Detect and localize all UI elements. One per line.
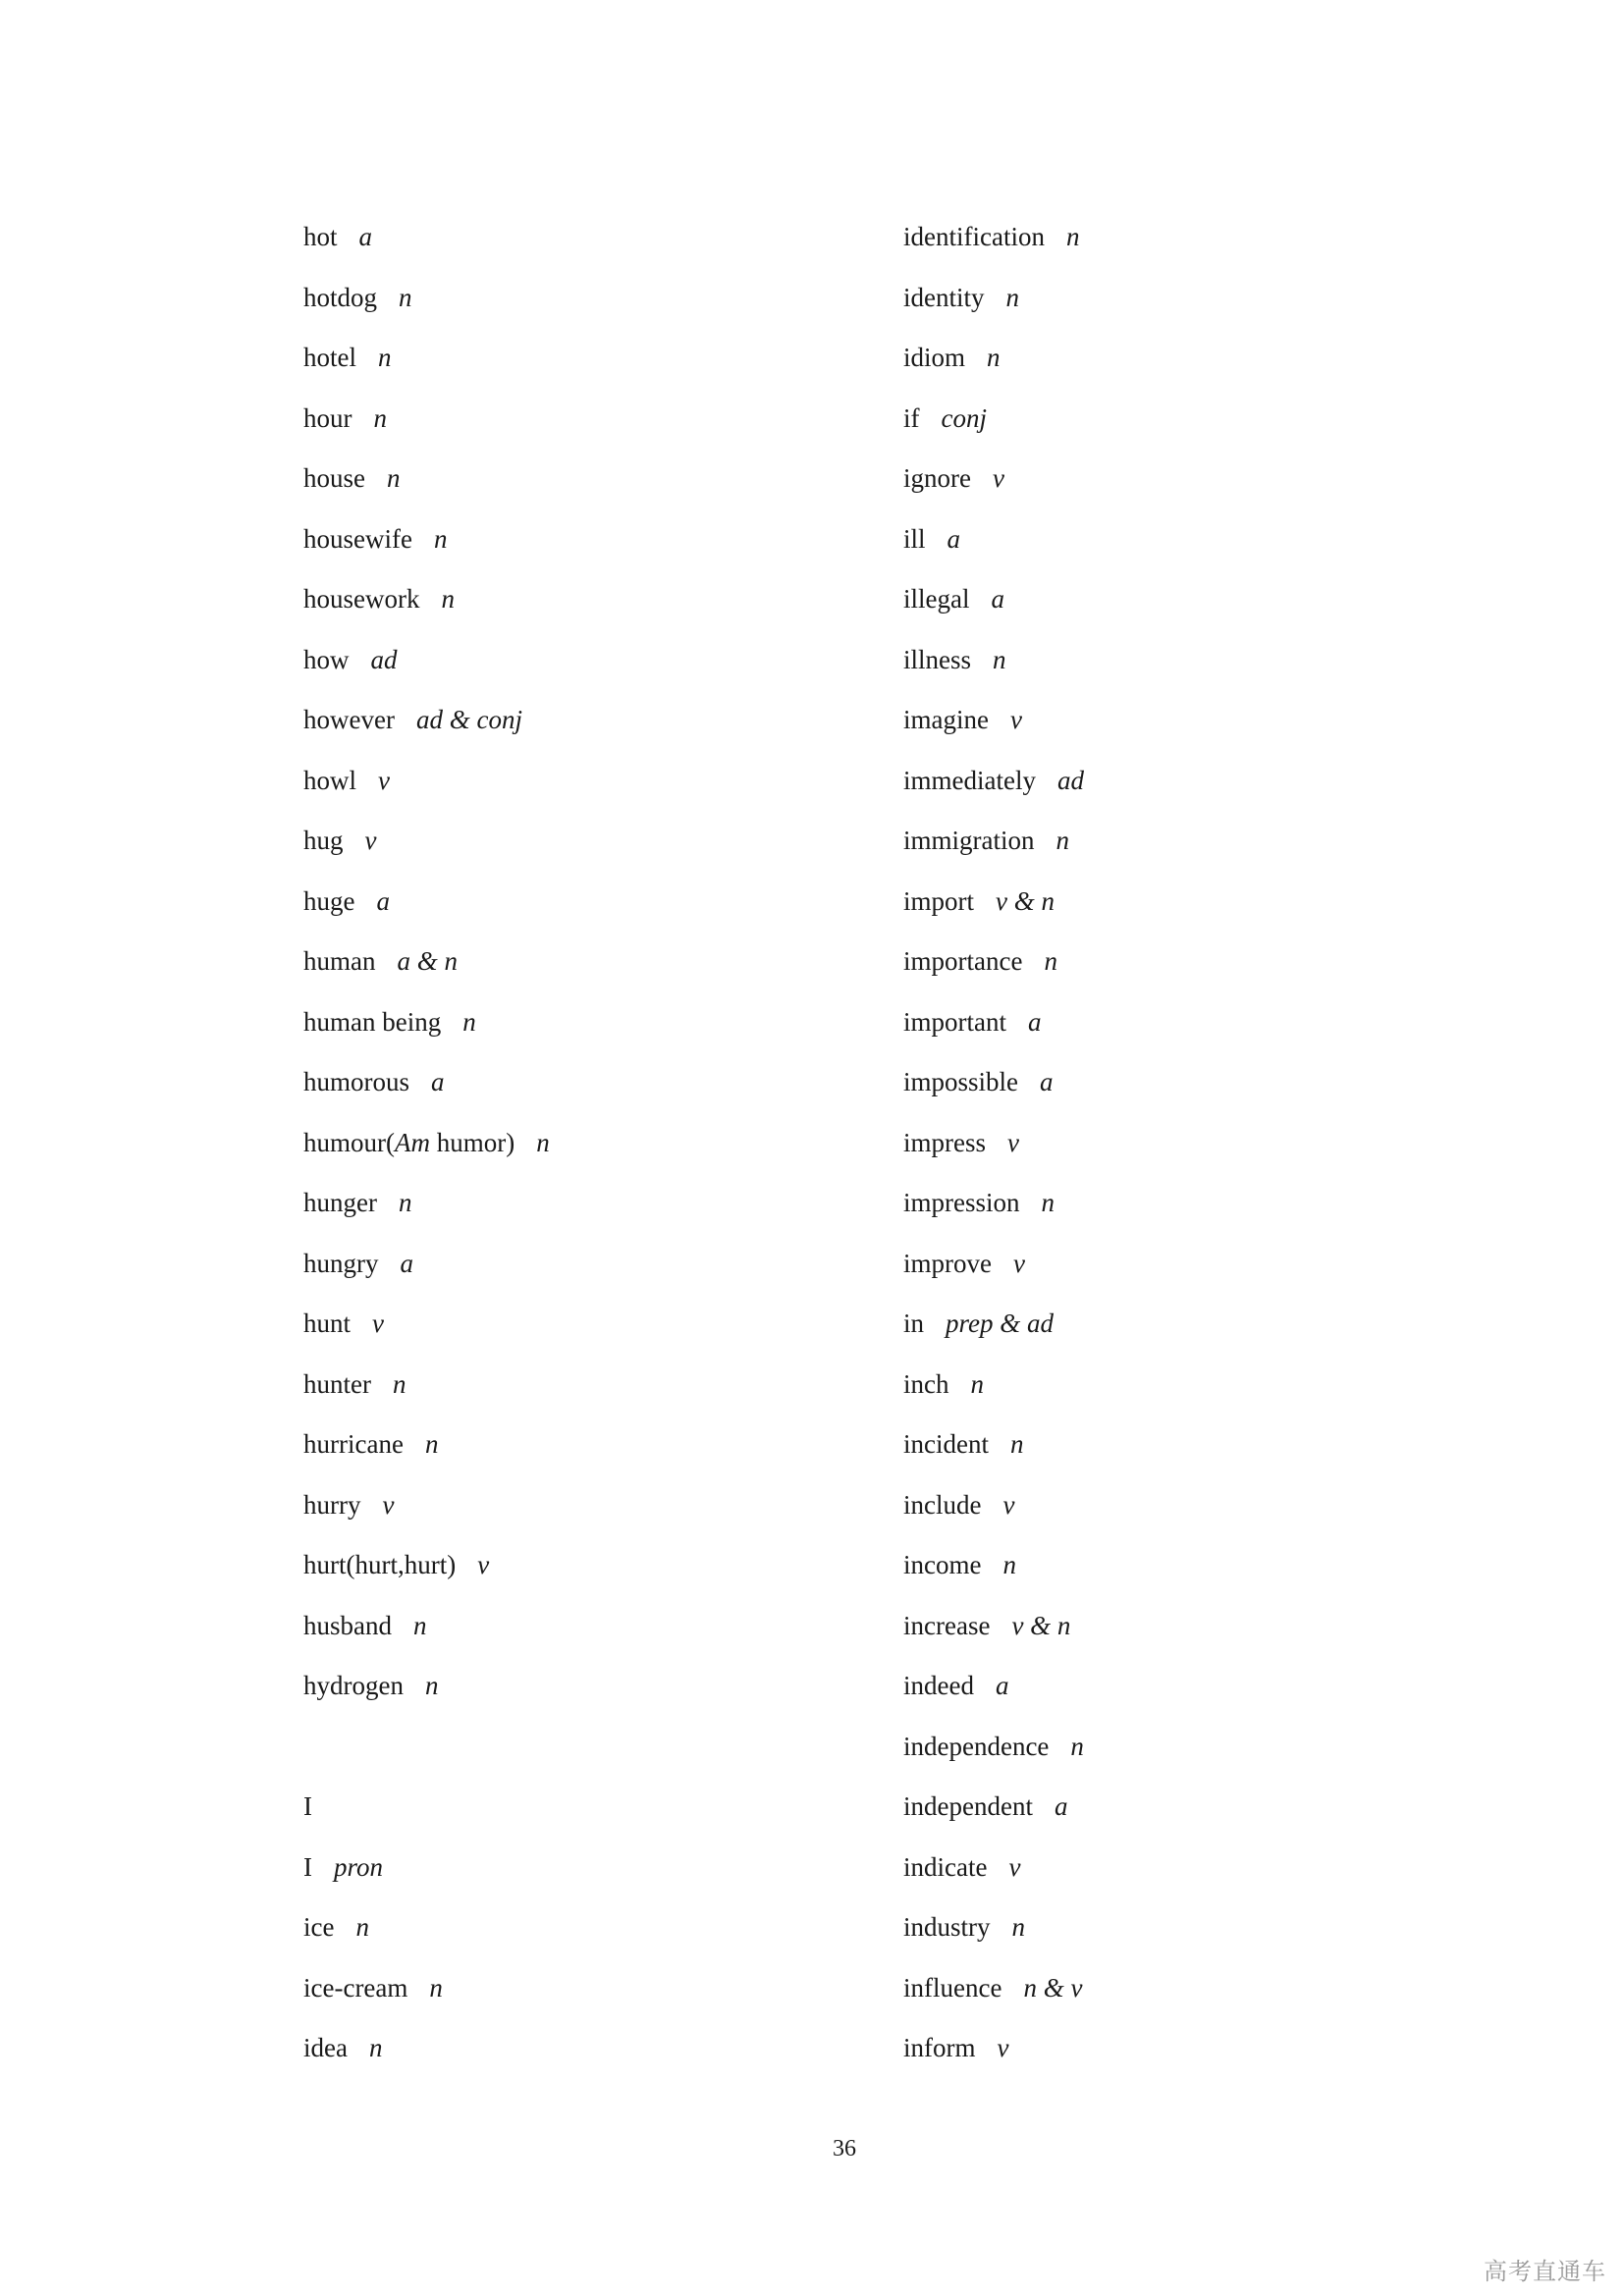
entry-part-of-speech: n (387, 463, 401, 493)
vocabulary-entry (903, 1789, 1453, 1850)
entry-part-of-speech: n (441, 584, 455, 614)
vocabulary-entry (303, 281, 853, 342)
entry-word: industry (903, 1912, 991, 1942)
entry-part-of-speech: v & n (996, 885, 1055, 916)
vocabulary-entry (303, 401, 853, 462)
entry-word: hurry (303, 1489, 361, 1520)
entry-part-of-speech: n (433, 523, 448, 554)
entry-word: identification (903, 222, 1045, 251)
vocabulary-entry (903, 884, 1453, 945)
page-number: 36 (833, 2136, 856, 2162)
vocabulary-entry (303, 703, 853, 764)
vocabulary-entry (303, 1910, 853, 1971)
entry-part-of-speech: n & v (1023, 1972, 1083, 2002)
vocabulary-entry (903, 401, 1453, 462)
entry-word: hour (303, 402, 352, 433)
entry-word: immediately (903, 765, 1036, 795)
entry-word: increase (903, 1610, 991, 1640)
entry-part-of-speech: v (997, 2033, 1009, 2062)
entry-word: income (903, 1550, 982, 1579)
word-list-left-column (303, 220, 853, 2092)
vocabulary-entry (903, 1247, 1453, 1308)
entry-part-of-speech: v & n (1011, 1610, 1071, 1640)
vocabulary-entry (903, 281, 1453, 342)
entry-part-of-speech: v (477, 1550, 490, 1579)
entry-word: hotdog (303, 282, 378, 312)
vocabulary-entry (903, 643, 1453, 704)
entry-part-of-speech: n (1044, 946, 1057, 976)
entry-word: huge (303, 885, 355, 916)
entry-part-of-speech: v (372, 1308, 384, 1338)
entry-word: inch (903, 1368, 949, 1399)
entry-word: idea (303, 2033, 348, 2062)
entry-word: influence (903, 1972, 1002, 2002)
vocabulary-entry (303, 1186, 853, 1247)
entry-word: independence (903, 1731, 1050, 1761)
vocabulary-entry (303, 522, 853, 583)
entry-variant-note: Am (394, 1127, 430, 1157)
entry-part-of-speech: n (378, 343, 392, 372)
vocabulary-entry (303, 1850, 853, 1911)
vocabulary-entry (303, 220, 853, 281)
entry-word: importance (903, 946, 1023, 976)
entry-part-of-speech: n (993, 644, 1006, 674)
vocabulary-entry (303, 824, 853, 884)
entry-part-of-speech: a (1054, 1791, 1068, 1821)
vocabulary-entry (903, 2031, 1453, 2092)
entry-part-of-speech: n (536, 1127, 550, 1157)
entry-word: include (903, 1489, 982, 1520)
entry-word: I (303, 1851, 312, 1882)
entry-word: however (303, 705, 395, 734)
entry-part-of-speech: ad (370, 644, 398, 674)
entry-part-of-speech: a (991, 584, 1004, 614)
entry-word: immigration (903, 826, 1035, 855)
entry-part-of-speech: a (431, 1067, 445, 1096)
entry-part-of-speech: v (1012, 1248, 1025, 1278)
vocabulary-entry (303, 1609, 853, 1670)
entry-part-of-speech: n (1009, 1429, 1024, 1459)
entry-word: important (903, 1006, 1006, 1037)
entry-part-of-speech: v (378, 765, 390, 795)
entry-word: humorous (303, 1067, 409, 1096)
vocabulary-entry (303, 1669, 853, 1730)
entry-word: illness (903, 644, 972, 674)
vocabulary-entry (903, 944, 1453, 1005)
vocabulary-entry (903, 582, 1453, 643)
letter-section-heading: I (303, 1791, 312, 1821)
entry-part-of-speech: n (462, 1006, 476, 1037)
entry-word: independent (903, 1791, 1033, 1821)
vocabulary-entry (303, 1307, 853, 1367)
vocabulary-entry (903, 1427, 1453, 1488)
vocabulary-entry (903, 1126, 1453, 1187)
vocabulary-entry (303, 1367, 853, 1428)
vocabulary-entry (903, 1971, 1453, 2032)
vocabulary-entry (903, 1307, 1453, 1367)
entry-word: hungry (303, 1248, 379, 1278)
vocabulary-entry (303, 2031, 853, 2092)
entry-part-of-speech: v (1002, 1489, 1015, 1520)
vocabulary-entry (903, 220, 1453, 281)
entry-word: house (303, 463, 365, 493)
entry-word: ice (303, 1912, 335, 1942)
vocabulary-entry (303, 1427, 853, 1488)
vocabulary-entry (303, 1126, 853, 1187)
entry-part-of-speech: n (355, 1912, 369, 1942)
entry-word: improve (903, 1248, 992, 1278)
entry-part-of-speech: n (424, 1429, 439, 1459)
entry-word: indeed (903, 1671, 974, 1700)
entry-word: human (303, 946, 376, 976)
entry-part-of-speech: n (424, 1671, 439, 1700)
entry-part-of-speech: n (368, 2033, 383, 2062)
entry-word: hydrogen (303, 1671, 404, 1700)
vocabulary-entry (903, 1609, 1453, 1670)
entry-word: hurt(hurt,hurt) (303, 1550, 457, 1579)
entry-part-of-speech: n (1011, 1912, 1026, 1942)
entry-part-of-speech: n (1041, 1188, 1055, 1217)
entry-part-of-speech: v (1009, 705, 1022, 734)
entry-part-of-speech: n (399, 282, 412, 312)
entry-part-of-speech: a (358, 222, 373, 251)
entry-word: howl (303, 765, 356, 795)
entry-part-of-speech: v (364, 826, 377, 855)
vocabulary-entry (903, 764, 1453, 825)
entry-word-part: humour( (303, 1127, 395, 1157)
vocabulary-entry (903, 1669, 1453, 1730)
entry-part-of-speech: a & n (397, 946, 459, 976)
entry-word: impress (903, 1127, 986, 1157)
vocabulary-entry (303, 1548, 853, 1609)
entry-word-part: humor) (429, 1127, 515, 1157)
word-list-right-column (903, 220, 1453, 2092)
vocabulary-entry (903, 1548, 1453, 1609)
entry-word: hunger (303, 1188, 377, 1217)
vocabulary-entry (303, 643, 853, 704)
entry-part-of-speech: v (992, 463, 1004, 493)
entry-part-of-speech: a (1040, 1067, 1054, 1096)
vocabulary-entry (903, 1850, 1453, 1911)
entry-part-of-speech: n (1065, 222, 1080, 251)
vocabulary-entry (903, 1005, 1453, 1066)
entry-part-of-speech: a (995, 1671, 1009, 1700)
entry-word: hotel (303, 343, 356, 372)
entry-part-of-speech: a (947, 523, 961, 554)
entry-part-of-speech: v (1007, 1127, 1019, 1157)
entry-part-of-speech: n (413, 1610, 427, 1640)
entry-word: if (903, 402, 920, 433)
entry-part-of-speech: a (400, 1248, 413, 1278)
entry-part-of-speech: n (373, 402, 387, 433)
vocabulary-entry (903, 824, 1453, 884)
entry-word: impossible (903, 1067, 1019, 1096)
vocabulary-entry (303, 582, 853, 643)
vocabulary-entry (303, 1005, 853, 1066)
vocabulary-entry (303, 1065, 853, 1126)
entry-part-of-speech: n (429, 1972, 443, 2002)
entry-word: hunt (303, 1308, 352, 1338)
vocabulary-entry (903, 1186, 1453, 1247)
vocabulary-entry (903, 341, 1453, 401)
vocabulary-entry (303, 884, 853, 945)
entry-word: identity (903, 282, 985, 312)
entry-part-of-speech: n (1070, 1731, 1084, 1761)
entry-word: ill (903, 523, 926, 554)
entry-word: inform (903, 2033, 976, 2062)
entry-word: housework (303, 584, 420, 614)
entry-part-of-speech: n (392, 1368, 406, 1399)
entry-word: hot (303, 222, 338, 251)
vocabulary-entry (303, 1488, 853, 1549)
vocabulary-entry (903, 703, 1453, 764)
entry-part-of-speech: n (1002, 1550, 1016, 1579)
entry-word: ice-cream (303, 1972, 408, 2002)
entry-part-of-speech: n (970, 1368, 984, 1399)
vocabulary-entry (303, 1247, 853, 1308)
vocabulary-entry (903, 1488, 1453, 1549)
entry-word: housewife (303, 523, 412, 554)
vocabulary-entry (903, 1367, 1453, 1428)
entry-word: husband (303, 1610, 392, 1640)
entry-part-of-speech: ad & conj (415, 705, 522, 734)
entry-part-of-speech: ad (1056, 765, 1084, 795)
entry-part-of-speech: prep & ad (946, 1308, 1055, 1338)
entry-part-of-speech: a (1027, 1006, 1042, 1037)
entry-word: how (303, 644, 350, 674)
entry-word: in (903, 1308, 925, 1338)
section-spacer (303, 1730, 853, 1790)
entry-word (303, 1126, 514, 1159)
entry-part-of-speech: n (1005, 282, 1019, 312)
entry-word: ignore (903, 463, 971, 493)
vocabulary-entry (303, 764, 853, 825)
entry-word: incident (903, 1429, 989, 1459)
entry-part-of-speech: n (398, 1188, 412, 1217)
entry-part-of-speech: conj (941, 402, 987, 433)
vocabulary-entry (303, 944, 853, 1005)
vocabulary-entry (903, 461, 1453, 522)
vocabulary-entry (903, 1910, 1453, 1971)
entry-word: hurricane (303, 1429, 404, 1459)
entry-part-of-speech: v (1008, 1851, 1021, 1882)
entry-word: import (903, 885, 974, 916)
entry-word: idiom (903, 343, 966, 372)
entry-word: indicate (903, 1851, 988, 1882)
vocabulary-entry (303, 1971, 853, 2032)
entry-part-of-speech: n (1056, 826, 1069, 855)
entry-part-of-speech: pron (334, 1851, 384, 1882)
entry-word: imagine (903, 705, 989, 734)
entry-word: hunter (303, 1368, 371, 1399)
entry-word: hug (303, 826, 344, 855)
vocabulary-entry (303, 341, 853, 401)
vocabulary-entry (903, 522, 1453, 583)
watermark: 高考直通车 (1484, 2258, 1606, 2285)
entry-word: impression (903, 1188, 1020, 1217)
entry-part-of-speech: n (987, 343, 1001, 372)
entry-word: human being (303, 1006, 442, 1037)
vocabulary-entry (903, 1730, 1453, 1790)
vocabulary-entry (303, 461, 853, 522)
entry-part-of-speech: a (376, 885, 390, 916)
entry-part-of-speech: v (382, 1489, 395, 1520)
entry-word: illegal (903, 584, 970, 614)
vocabulary-entry (903, 1065, 1453, 1126)
